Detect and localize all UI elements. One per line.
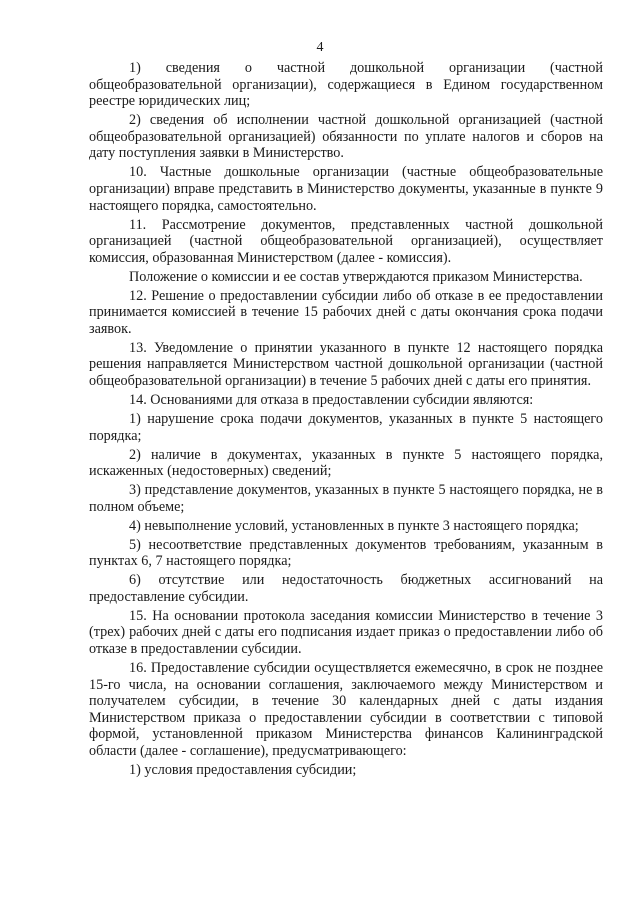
- paragraph: 5) несоответствие представленных документов требованиям, указанным в пунктах 6, 7 настоящего порядка;: [89, 536, 603, 570]
- document-body: [89, 60, 603, 779]
- paragraph: 2) наличие в документах, указанных в пункте 5 настоящего порядка, искаженных (недостоверных) сведений;: [89, 446, 603, 480]
- paragraph: 1) сведения о частной дошкольной организации (частной общеобразовательной организации), содержащиеся в Едином государственном реестре юридических лиц;: [89, 60, 603, 110]
- paragraph: 16. Предоставление субсидии осуществляется ежемесячно, в срок не позднее 15-го числа, на основании соглашения, заключаемого между Министерством и получателем субсидии, в течение 30 календарных дней с даты издания Министерством приказа о предоставлении субсидии в соответствии с типовой формой, установленной приказом Министерства финансов Калининградской области (далее - соглашение), предусматривающего:: [89, 660, 603, 760]
- paragraph: 14. Основаниями для отказа в предоставлении субсидии являются:: [129, 392, 534, 409]
- paragraph: 13. Уведомление о принятии указанного в пункте 12 настоящего порядка решения направляется Министерством частной дошкольной организации (частной общеобразовательной организации) в течение 5 рабочих дней с даты его принятия.: [89, 339, 603, 390]
- paragraph: 1) условия предоставления субсидии;: [129, 762, 357, 778]
- paragraph: 1) нарушение срока подачи документов, указанных в пункте 5 настоящего порядка;: [89, 411, 603, 444]
- paragraph: 4) невыполнение условий, установленных в пункте 3 настоящего порядка;: [129, 517, 579, 534]
- paragraph: 2) сведения об исполнении частной дошкольной организацией (частной общеобразовательной организацией) обязанности по уплате налогов и сборов на дату поступления заявки в Министерство.: [89, 112, 603, 162]
- paragraph: Положение о комиссии и ее состав утверждаются приказом Министерства.: [129, 268, 583, 285]
- paragraph: 3) представление документов, указанных в пункте 5 настоящего порядка, не в полном объеме;: [89, 482, 603, 515]
- paragraph: 6) отсутствие или недостаточность бюджетных ассигнований на предоставление субсидии.: [89, 572, 603, 605]
- paragraph: 12. Решение о предоставлении субсидии либо об отказе в ее предоставлении принимается комиссией в течение 15 рабочих дней с даты окончания срока подачи заявок.: [89, 287, 603, 337]
- paragraph: 11. Рассмотрение документов, представленных частной дошкольной организацией (частной общеобразовательной организацией), осуществляет комиссия, образованная Министерством (далее - комиссия).: [89, 216, 603, 266]
- paragraph: 15. На основании протокола заседания комиссии Министерство в течение 3 (трех) рабочих дней с даты его подписания издает приказ о предоставлении либо об отказе в предоставлении субсидии.: [89, 607, 603, 658]
- paragraph: 10. Частные дошкольные организации (частные общеобразовательные организации) вправе представить в Министерство документы, указанные в пункте 9 настоящего порядка, самостоятельно.: [89, 164, 603, 214]
- page-number: 4: [316, 40, 324, 55]
